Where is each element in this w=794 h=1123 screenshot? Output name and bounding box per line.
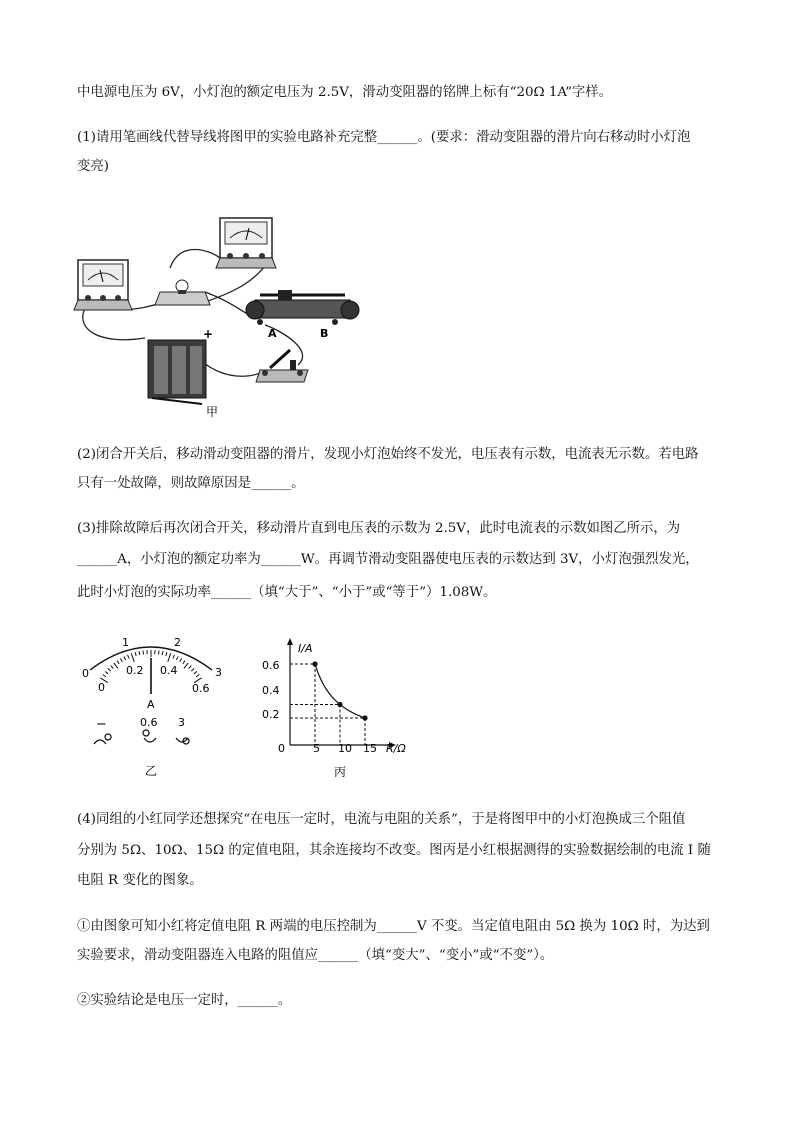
figure-bing-graph	[262, 632, 432, 782]
question-4-line-1: (4)同组的小红同学还想探究“在电压一定时，电流与电阻的关系”，于是将图甲中的小灯泡换成三个阻值	[77, 812, 686, 827]
figure-yi-ammeter	[72, 630, 242, 780]
x-axis-label: R/Ω	[386, 742, 406, 755]
y-axis-label: I/A	[298, 642, 313, 655]
dial-tick	[117, 661, 119, 664]
x-tick-15: 15	[363, 742, 377, 755]
question-1-line-1: (1)请用笔画线代替导线将图甲的实验电路补充完整______。(要求：滑动变阻器的滑片向右移动时小灯泡	[77, 130, 691, 145]
dial-tick	[162, 651, 163, 655]
figure-yi-caption: 乙	[145, 764, 158, 778]
text-line-1: 中电源电压为 6V，小灯泡的额定电压为 2.5V，滑动变阻器的铭牌上标有“20Ω 1A”字样。	[77, 85, 613, 100]
battery-device	[148, 340, 206, 404]
dial-tick	[166, 652, 167, 656]
x-tick-10: 10	[338, 742, 352, 755]
dial-tick	[143, 651, 144, 655]
dial-tick	[184, 663, 188, 668]
scale-bottom-2: 0.4	[160, 664, 178, 677]
voltmeter-device	[216, 218, 276, 268]
scale-top-3: 3	[215, 666, 222, 679]
ammeter-unit: A	[147, 698, 155, 711]
question-4-line-3: 电阻 R 变化的图象。	[77, 873, 203, 888]
dial-tick	[194, 671, 197, 674]
dial-tick	[120, 658, 122, 661]
dial-tick	[176, 656, 178, 660]
question-4-sub-1-line-1: ①由图象可知小红将定值电阻 R 两端的电压控制为______V 不变。当定值电阻由 5Ω 换为 10Ω 时，为达到	[77, 919, 710, 934]
switch-device	[256, 350, 308, 382]
data-point	[312, 661, 317, 666]
x-tick-5: 5	[313, 742, 320, 755]
question-4-sub-1-line-2: 实验要求，滑动变阻器连入电路的阻值应______（填“变大”、“变小”或“不变”）。	[77, 948, 554, 963]
question-4-sub-2: ②实验结论是电压一定时，______。	[77, 993, 292, 1008]
battery-plus-label: +	[203, 327, 214, 341]
dial-tick	[114, 663, 118, 668]
scale-bottom-3: 0.6	[192, 682, 210, 695]
question-2-line-1: (2)闭合开关后，移动滑动变阻器的滑片，发现小灯泡始终不发光，电压表有示数，电流表无示数。若电路	[77, 447, 699, 462]
terminal-3-label: 3	[178, 716, 185, 729]
dial-tick	[173, 655, 175, 659]
question-4-line-2: 分别为 5Ω、10Ω、15Ω 的定值电阻，其余连接均不改变。图丙是小红根据测得的实验数据绘制的电流 I 随	[77, 843, 711, 858]
rheostat-label-b: B	[320, 327, 329, 340]
y-tick-02: 0.2	[262, 708, 280, 721]
dial-tick	[103, 675, 106, 677]
y-tick-06: 0.6	[262, 659, 280, 672]
dial-tick	[111, 666, 114, 669]
dial-tick	[108, 668, 111, 671]
dial-tick	[124, 656, 126, 660]
terminal-minus-label: −	[96, 717, 107, 732]
dial-tick	[128, 655, 130, 659]
data-point	[337, 702, 342, 707]
dial-tick	[189, 666, 192, 669]
question-3-line-2: ______A，小灯泡的额定功率为______W。再调节滑动变阻器使电压表的示数达到 3V，小灯泡强烈发光，	[77, 552, 699, 567]
question-3-line-1: (3)排除故障后再次闭合开关，移动滑片直到电压表的示数为 2.5V，此时电流表的示数如图乙所示，为	[77, 521, 681, 536]
rheostat-device	[246, 290, 359, 325]
dial-tick	[105, 671, 108, 674]
question-1-line-2: 变亮)	[77, 159, 110, 174]
dial-tick	[139, 651, 140, 655]
dial-tick	[183, 661, 185, 664]
ammeter-device	[74, 260, 132, 310]
dial-tick	[158, 651, 159, 655]
rheostat-label-a: A	[268, 327, 277, 340]
scale-top-2: 2	[174, 636, 181, 649]
figure-bing-caption: 丙	[334, 765, 347, 779]
dial-tick	[196, 675, 199, 677]
question-2-line-2: 只有一处故障，则故障原因是______。	[77, 476, 305, 491]
scale-bottom-1: 0.2	[126, 664, 144, 677]
dial-tick	[131, 653, 134, 661]
scale-top-0: 0	[82, 667, 89, 680]
figure-jia-circuit	[70, 210, 370, 425]
dial-tick	[135, 652, 136, 656]
dial-tick	[168, 653, 171, 661]
y-tick-04: 0.4	[262, 684, 280, 697]
terminal-06-label: 0.6	[140, 716, 158, 729]
scale-bottom-0: 0	[98, 681, 105, 694]
dial-tick	[180, 658, 182, 661]
question-3-line-3: 此时小灯泡的实际功率______（填“大于”、“小于”或“等于”）1.08W。	[77, 585, 497, 600]
origin-label: 0	[278, 742, 285, 755]
data-point	[362, 715, 367, 720]
figure-jia-caption: 甲	[206, 405, 219, 419]
scale-top-1: 1	[122, 636, 129, 649]
dial-tick	[191, 668, 194, 671]
bulb-device	[155, 280, 210, 305]
